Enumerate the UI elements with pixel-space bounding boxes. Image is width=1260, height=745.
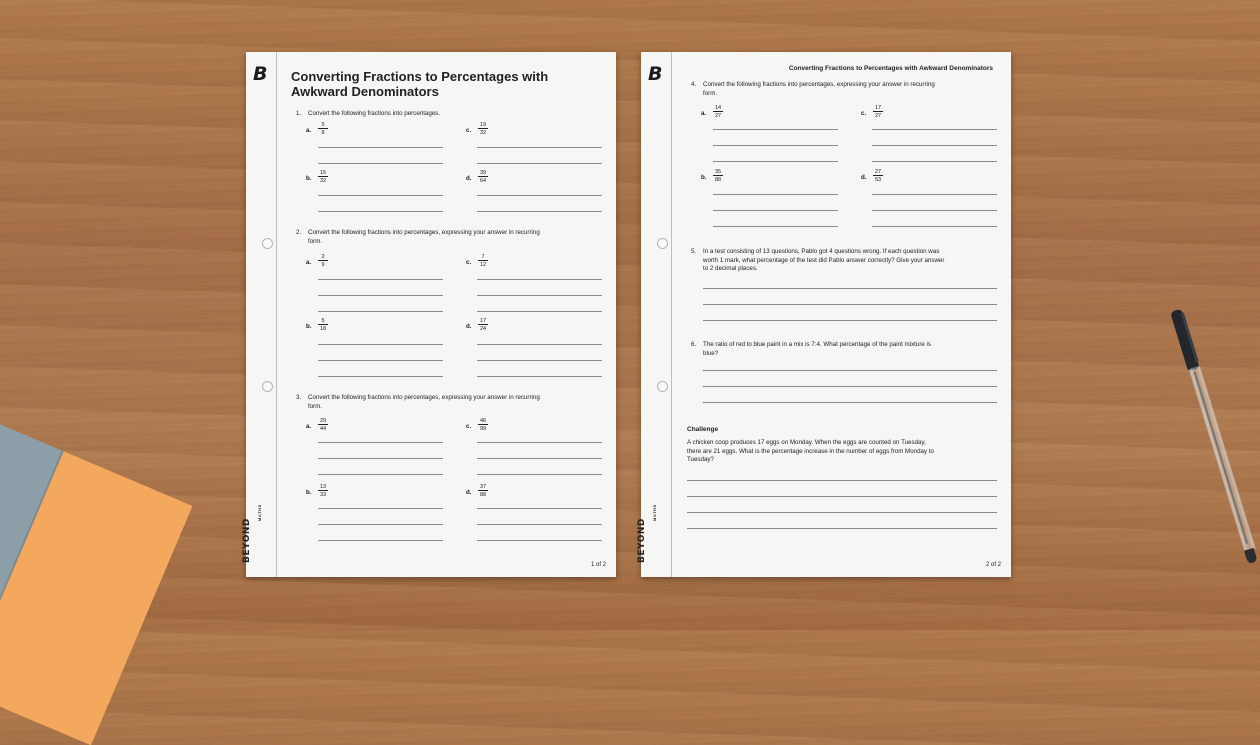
answer-line[interactable] <box>318 360 443 361</box>
answer-line[interactable] <box>477 163 602 164</box>
answer-line[interactable] <box>318 295 443 296</box>
brand-vertical <box>637 489 673 569</box>
worksheet-page-1: B BEYOND MATHS Converting Fractions to Percentages with Awkward Denominators 1. Convert the following fractions into percentages. a. 5 8 c. 19 32 b. 15 32 d. 39 64 2. Convert the following fractions into percentages, expressing your answer in recurring form. a. 2 9 c. 7 12 b. 5 18 d. 17 24 3. Convert the following fractions into percentages, expressing your answer in recurring form. a. 29 44 c. 46 99 b. 13 33 d. 37 88 1 of 2 <box>246 52 616 577</box>
answer-line[interactable] <box>703 304 997 305</box>
answer-line[interactable] <box>713 161 838 162</box>
answer-line[interactable] <box>687 496 997 497</box>
answer-line[interactable] <box>687 528 997 529</box>
punch-hole <box>657 381 668 392</box>
punch-hole <box>262 381 273 392</box>
answer-line[interactable] <box>477 211 602 212</box>
answer-line[interactable] <box>477 376 602 377</box>
answer-line[interactable] <box>872 210 997 211</box>
worksheet-page-2: B BEYOND MATHS Converting Fractions to Percentages with Awkward Denominators 4. Convert the following fractions into percentages, expressing your answer in recurring form. a. 14 27 c. 17 27 b. 35 88 d. 27 53 5. In a test consisting of 13 questions, Pablo got 4 questions wrong. If each question was worth 1 mark, what percentage of the test did Pablo answer correctly? Give your answer to 2 decimal places. 6. The ratio of red to blue paint in a mix is 7:4. What percentage of the paint mixture is blue? Challenge A chicken coop produces 17 eggs on Monday. When the eggs are counted on Tuesday, there are 21 eggs. What is the percentage increase in the number of eggs from Monday to Tuesday? 2 of 2 <box>641 52 1011 577</box>
answer-line[interactable] <box>318 458 443 459</box>
answer-line[interactable] <box>477 442 602 443</box>
answer-line[interactable] <box>318 442 443 443</box>
answer-line[interactable] <box>477 147 602 148</box>
answer-line[interactable] <box>703 386 997 387</box>
answer-line[interactable] <box>318 376 443 377</box>
answer-line[interactable] <box>703 370 997 371</box>
answer-line[interactable] <box>477 279 602 280</box>
answer-line[interactable] <box>477 524 602 525</box>
answer-line[interactable] <box>477 311 602 312</box>
answer-line[interactable] <box>872 145 997 146</box>
answer-line[interactable] <box>872 129 997 130</box>
answer-line[interactable] <box>318 311 443 312</box>
brand-name: BEYOND <box>242 518 252 563</box>
punch-hole <box>262 238 273 249</box>
page-number: 2 of 2 <box>985 562 1001 568</box>
brand-subname: MATHS <box>652 504 657 521</box>
answer-line[interactable] <box>872 226 997 227</box>
brand-vertical <box>242 489 278 569</box>
answer-line[interactable] <box>477 540 602 541</box>
answer-line[interactable] <box>477 295 602 296</box>
answer-line[interactable] <box>318 195 443 196</box>
answer-line[interactable] <box>477 195 602 196</box>
answer-line[interactable] <box>318 279 443 280</box>
beyond-logo-icon: B <box>253 63 268 85</box>
answer-line[interactable] <box>713 129 838 130</box>
orange-notebook <box>0 420 193 745</box>
ballpoint-pen <box>1170 306 1260 565</box>
pen-tip <box>1244 548 1258 564</box>
answer-line[interactable] <box>318 524 443 525</box>
brand-name: BEYOND <box>637 518 647 563</box>
answer-line[interactable] <box>477 508 602 509</box>
answer-line[interactable] <box>318 540 443 541</box>
answer-line[interactable] <box>713 145 838 146</box>
answer-line[interactable] <box>713 226 838 227</box>
answer-line[interactable] <box>477 360 602 361</box>
answer-line[interactable] <box>318 508 443 509</box>
answer-line[interactable] <box>872 161 997 162</box>
punch-hole <box>657 238 668 249</box>
answer-line[interactable] <box>713 210 838 211</box>
brand-subname: MATHS <box>257 504 262 521</box>
answer-line[interactable] <box>687 512 997 513</box>
page-number: 1 of 2 <box>590 562 606 568</box>
answer-line[interactable] <box>687 480 997 481</box>
answer-line[interactable] <box>318 211 443 212</box>
worksheet-title: Converting Fractions to Percentages with Awkward Denominators <box>291 69 549 99</box>
answer-line[interactable] <box>477 344 602 345</box>
beyond-logo-icon: B <box>648 63 663 85</box>
answer-line[interactable] <box>318 344 443 345</box>
answer-line[interactable] <box>713 194 838 195</box>
answer-line[interactable] <box>872 194 997 195</box>
answer-line[interactable] <box>477 474 602 475</box>
answer-line[interactable] <box>703 320 997 321</box>
answer-line[interactable] <box>477 458 602 459</box>
answer-line[interactable] <box>703 288 997 289</box>
answer-line[interactable] <box>703 402 997 403</box>
answer-line[interactable] <box>318 474 443 475</box>
running-header: Converting Fractions to Percentages with Awkward Denominators <box>788 65 993 72</box>
answer-line[interactable] <box>318 163 443 164</box>
challenge-label: Challenge <box>687 426 719 433</box>
answer-line[interactable] <box>318 147 443 148</box>
